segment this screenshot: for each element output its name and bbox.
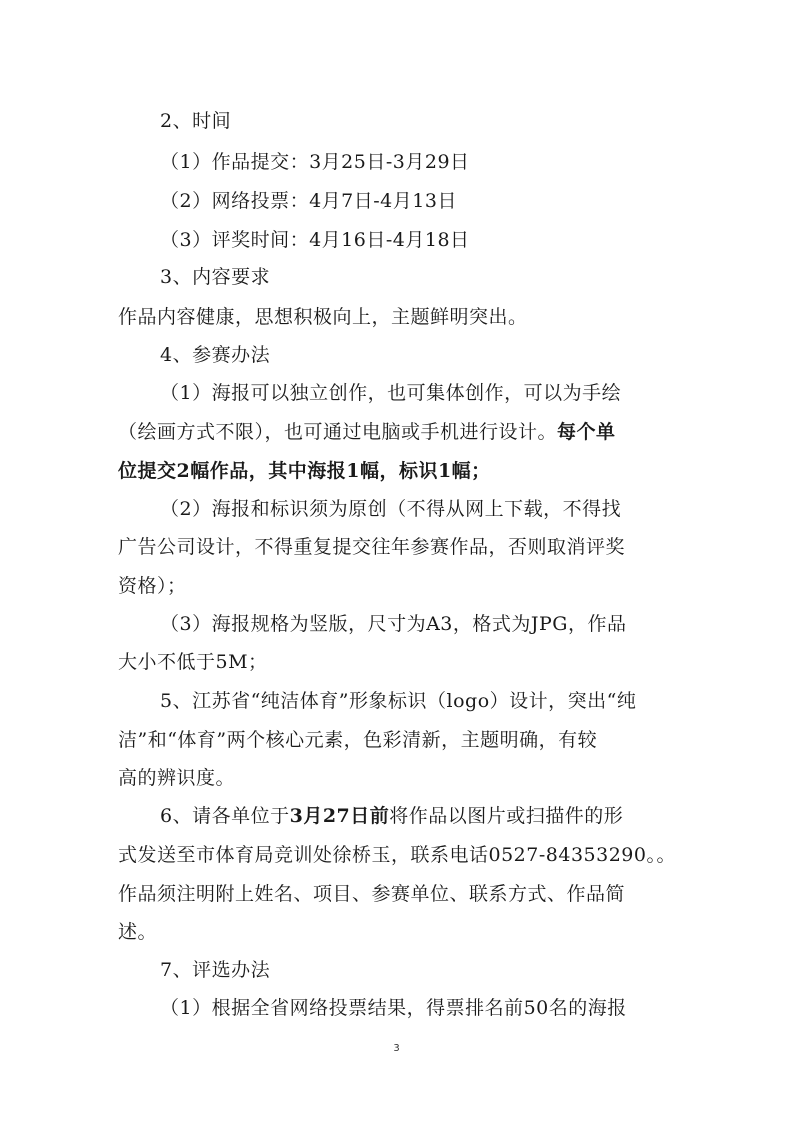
paragraph-line: （2）海报和标识须为原创（不得从网上下载，不得找 [160, 498, 622, 520]
paragraph-line: 资格）； [118, 575, 187, 597]
heading-content-requirements: 3、内容要求 [160, 266, 271, 288]
paragraph-line: 式发送至市体育局竞训处徐桥玉，联系电话0527-84353290。。 [118, 844, 676, 866]
paragraph-line: 广告公司设计，不得重复提交往年参赛作品，否则取消评奖 [118, 536, 626, 558]
bold-paragraph-line: 位提交2幅作品，其中海报1幅，标识1幅； [118, 460, 491, 482]
heading-logo-design: 5、江苏省“纯洁体育”形象标识（logo）设计，突出“纯 [160, 690, 637, 712]
item-online-voting-date: （2）网络投票：4月7日-4月13日 [160, 190, 457, 212]
paragraph-line: （1）海报可以独立创作，也可集体创作，可以为手绘 [160, 382, 622, 404]
text-run: 6、请各单位于 [160, 805, 290, 827]
item-award-date: （3）评奖时间：4月16日-4月18日 [160, 229, 470, 251]
paragraph-line: 述。 [118, 921, 158, 943]
paragraph-content-requirements: 作品内容健康，思想积极向上，主题鲜明突出。 [118, 306, 528, 328]
paragraph-line [160, 805, 623, 827]
paragraph-line: （1）根据全省网络投票结果，得票排名前50名的海报 [160, 997, 627, 1019]
item-submission-date: （1）作品提交：3月25日-3月29日 [160, 151, 470, 173]
paragraph-line: 作品须注明附上姓名、项目、参赛单位、联系方式、作品简 [118, 883, 626, 905]
heading-participation: 4、参赛办法 [160, 344, 271, 366]
text-run: （绘画方式不限），也可通过电脑或手机进行设计。 [118, 421, 558, 443]
text-run: 将作品以图片或扫描件的形 [389, 805, 624, 827]
bold-deadline: 3月27日前 [289, 805, 390, 827]
bold-text-run: 每个单 [557, 421, 616, 443]
paragraph-line: 高的辨识度。 [118, 767, 236, 789]
heading-selection-method: 7、评选办法 [160, 959, 271, 981]
paragraph-line: （3）海报规格为竖版，尺寸为A3，格式为JPG，作品 [160, 613, 627, 635]
page-number: 3 [393, 1043, 400, 1054]
paragraph-line: 洁”和“体育”两个核心元素，色彩清新，主题明确，有较 [118, 729, 598, 751]
paragraph-line [118, 421, 616, 443]
heading-time: 2、时间 [160, 110, 232, 132]
paragraph-line: 大小不低于5M； [118, 651, 268, 673]
